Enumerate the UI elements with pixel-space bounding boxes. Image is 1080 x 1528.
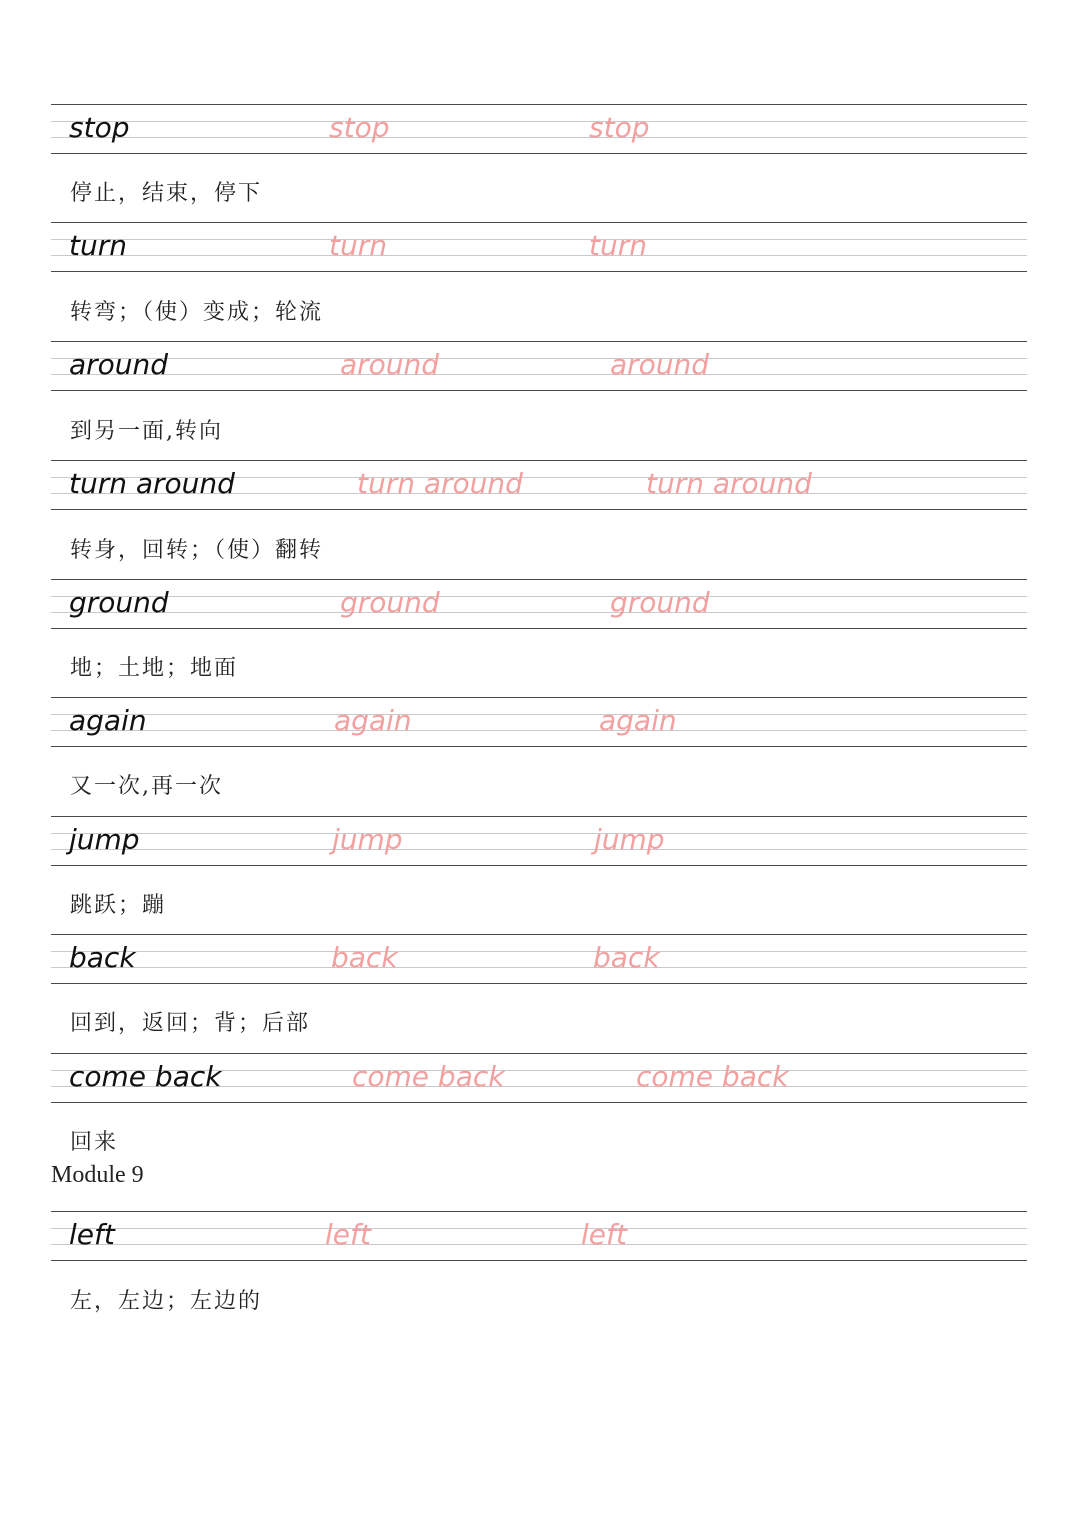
rule-line [51, 983, 1027, 984]
writing-row [51, 934, 1027, 984]
trace-word: stop [329, 111, 390, 144]
writing-row [51, 460, 1027, 510]
guide-line [51, 239, 1027, 240]
rule-line [51, 1053, 1027, 1054]
rule-line [51, 460, 1027, 461]
trace-word: turn around [646, 467, 812, 500]
trace-word: again [599, 704, 677, 737]
writing-row [51, 222, 1027, 272]
trace-word: stop [589, 111, 650, 144]
rule-line [51, 746, 1027, 747]
writing-row [51, 579, 1027, 629]
trace-word: again [334, 704, 412, 737]
rule-line [51, 341, 1027, 342]
word-meaning: 回到，返回；背；后部 [70, 1011, 311, 1036]
trace-word: around [340, 348, 440, 381]
guide-line [51, 1228, 1027, 1229]
vocab-word: again [69, 704, 147, 737]
guide-line [51, 967, 1027, 968]
trace-word: back [331, 941, 398, 974]
writing-row [51, 816, 1027, 866]
word-meaning: 回来 [70, 1130, 119, 1155]
guide-line [51, 833, 1027, 834]
word-meaning: 跳跃；蹦 [70, 893, 167, 918]
vocab-word: left [69, 1218, 115, 1251]
guide-line [51, 358, 1027, 359]
guide-line [51, 374, 1027, 375]
word-meaning: 地；土地；地面 [70, 656, 239, 681]
trace-word: back [593, 941, 660, 974]
word-meaning: 到另一面,转向 [70, 419, 223, 444]
rule-line [51, 865, 1027, 866]
rule-line [51, 1260, 1027, 1261]
writing-row [51, 1053, 1027, 1103]
guide-line [51, 1244, 1027, 1245]
vocab-word: stop [69, 111, 130, 144]
trace-word: come back [352, 1060, 505, 1093]
word-meaning: 停止，结束，停下 [70, 181, 263, 206]
rule-line [51, 222, 1027, 223]
trace-word: jump [332, 823, 403, 856]
rule-line [51, 579, 1027, 580]
vocab-word: come back [69, 1060, 222, 1093]
trace-word: ground [340, 586, 440, 619]
guide-line [51, 951, 1027, 952]
vocab-word: jump [69, 823, 140, 856]
rule-line [51, 934, 1027, 935]
trace-word: turn [589, 229, 647, 262]
module-heading: Module 9 [51, 1162, 144, 1188]
guide-line [51, 730, 1027, 731]
trace-word: come back [636, 1060, 789, 1093]
guide-line [51, 121, 1027, 122]
guide-line [51, 255, 1027, 256]
rule-line [51, 390, 1027, 391]
rule-line [51, 104, 1027, 105]
vocab-word: turn around [69, 467, 235, 500]
trace-word: around [610, 348, 710, 381]
trace-word: left [325, 1218, 371, 1251]
word-meaning: 转身，回转；（使）翻转 [70, 538, 324, 563]
trace-word: jump [594, 823, 665, 856]
vocab-word: turn [69, 229, 127, 262]
vocab-word: around [69, 348, 169, 381]
rule-line [51, 1102, 1027, 1103]
guide-line [51, 612, 1027, 613]
rule-line [51, 271, 1027, 272]
guide-line [51, 596, 1027, 597]
rule-line [51, 697, 1027, 698]
writing-row [51, 697, 1027, 747]
trace-word: ground [610, 586, 710, 619]
trace-word: turn [329, 229, 387, 262]
word-meaning: 又一次,再一次 [70, 774, 223, 799]
guide-line [51, 849, 1027, 850]
trace-word: left [581, 1218, 627, 1251]
trace-word: turn around [357, 467, 523, 500]
guide-line [51, 714, 1027, 715]
vocab-word: ground [69, 586, 169, 619]
rule-line [51, 153, 1027, 154]
writing-row [51, 341, 1027, 391]
rule-line [51, 1211, 1027, 1212]
rule-line [51, 628, 1027, 629]
guide-line [51, 137, 1027, 138]
writing-row [51, 1211, 1027, 1261]
word-meaning: 转弯；（使）变成；轮流 [70, 300, 324, 325]
rule-line [51, 509, 1027, 510]
vocab-word: back [69, 941, 136, 974]
writing-row [51, 104, 1027, 154]
word-meaning: 左，左边；左边的 [70, 1289, 263, 1314]
rule-line [51, 816, 1027, 817]
